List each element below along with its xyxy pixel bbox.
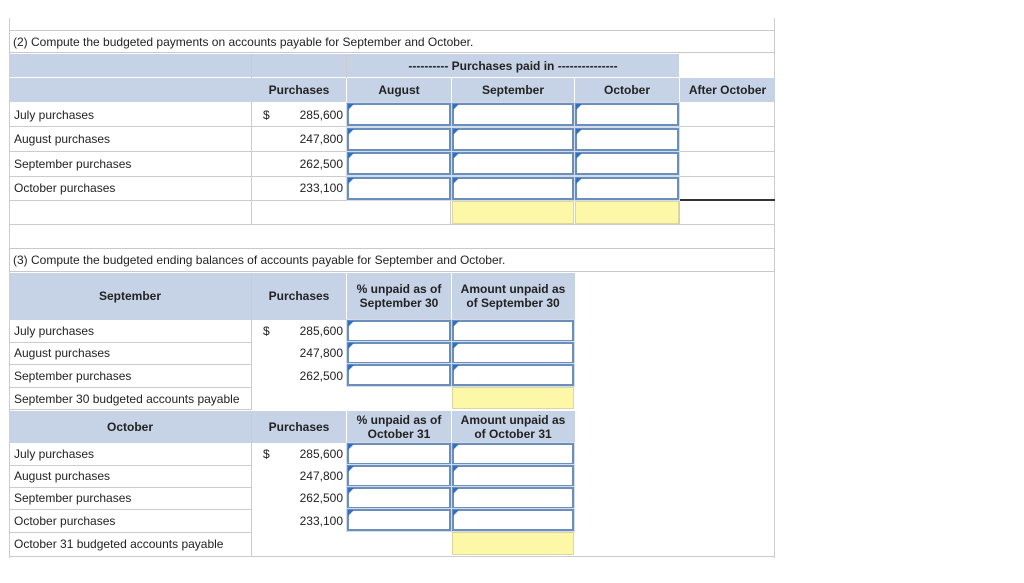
- section-2-title: (2) Compute the budgeted payments on accounts payable for September and October.: [13, 35, 474, 49]
- amt-unpaid-oct-input[interactable]: [452, 465, 574, 487]
- october-payment-input[interactable]: [575, 103, 679, 126]
- section-2: [0, 0, 1024, 240]
- october-total-cell[interactable]: [575, 201, 679, 224]
- october-payment-input[interactable]: [575, 152, 679, 175]
- september-total-cell[interactable]: [452, 201, 574, 224]
- september-payment-input[interactable]: [452, 177, 574, 200]
- amt-unpaid-oct-input[interactable]: [452, 443, 574, 465]
- row-label: September purchases: [14, 369, 132, 383]
- col-amt-unpaid-line2: of September 30: [466, 296, 560, 310]
- col-pct-unpaid-line1: % unpaid as of: [356, 282, 442, 296]
- row-label: October purchases: [14, 514, 116, 528]
- purchase-amount: 285,600: [299, 108, 343, 122]
- pct-unpaid-sep-input[interactable]: [347, 364, 451, 386]
- oct-total-payable-cell[interactable]: [452, 532, 574, 555]
- september-payment-input[interactable]: [452, 103, 574, 126]
- purchase-amount: 247,800: [299, 346, 343, 360]
- rule: [9, 126, 775, 127]
- august-payment-input[interactable]: [347, 152, 451, 175]
- col-amt-unpaid-line2: of October 31: [474, 427, 552, 441]
- section-3-title: (3) Compute the budgeted ending balances of accounts payable for September and October.: [13, 253, 506, 267]
- purchase-amount: 262,500: [299, 369, 343, 383]
- row-label: September purchases: [14, 157, 132, 171]
- currency-sign: $: [263, 108, 270, 122]
- amt-unpaid-oct-input[interactable]: [452, 509, 574, 531]
- divider: [679, 102, 680, 224]
- rule: [9, 465, 251, 466]
- rule: [9, 342, 251, 343]
- col-pct-unpaid-line1: % unpaid as of: [356, 413, 442, 427]
- col-purchases: Purchases: [268, 83, 330, 97]
- september-payment-input[interactable]: [452, 152, 574, 175]
- rule: [9, 509, 251, 510]
- october-block-header: October: [106, 420, 153, 434]
- col-august: August: [378, 83, 420, 97]
- row-label: July purchases: [14, 108, 95, 122]
- amt-unpaid-sep-input[interactable]: [452, 320, 574, 342]
- rule: [9, 387, 251, 388]
- august-payment-input[interactable]: [347, 103, 451, 126]
- row-label: August purchases: [14, 469, 111, 483]
- row-label: September purchases: [14, 491, 132, 505]
- amt-unpaid-oct-input[interactable]: [452, 487, 574, 509]
- purchase-amount: 262,500: [299, 491, 343, 505]
- august-payment-input[interactable]: [347, 128, 451, 151]
- col-september: September: [481, 83, 545, 97]
- col-pct-unpaid-line2: October 31: [367, 427, 431, 441]
- col-purchases: Purchases: [268, 420, 330, 434]
- pct-unpaid-oct-input[interactable]: [347, 509, 451, 531]
- sep-total-payable-cell[interactable]: [452, 387, 574, 409]
- october-payment-input[interactable]: [575, 128, 679, 151]
- purchase-amount: 233,100: [299, 514, 343, 528]
- rule: [9, 532, 251, 533]
- purchase-amount: 262,500: [299, 157, 343, 171]
- rule: [9, 487, 251, 488]
- row-label: August purchases: [14, 132, 111, 146]
- bottom-rule: [9, 556, 775, 557]
- col-october: October: [603, 83, 650, 97]
- col-after-october: After October: [688, 83, 767, 97]
- pct-unpaid-oct-input[interactable]: [347, 487, 451, 509]
- row-label: October purchases: [14, 181, 116, 195]
- currency-sign: $: [263, 324, 270, 338]
- pct-unpaid-oct-input[interactable]: [347, 443, 451, 465]
- purchase-amount: 247,800: [299, 132, 343, 146]
- row-label: August purchases: [14, 346, 111, 360]
- august-total-cell: [347, 201, 451, 224]
- amt-unpaid-sep-input[interactable]: [452, 342, 574, 364]
- row-label: July purchases: [14, 324, 95, 338]
- september-block-header: September: [98, 289, 162, 303]
- col-pct-unpaid-line2: September 30: [359, 296, 439, 310]
- pct-unpaid-sep-input[interactable]: [347, 320, 451, 342]
- purchase-amount: 285,600: [299, 324, 343, 338]
- col-amt-unpaid-line1: Amount unpaid as: [460, 413, 566, 427]
- currency-sign: $: [263, 447, 270, 461]
- pct-unpaid-oct-input[interactable]: [347, 465, 451, 487]
- amt-unpaid-sep-input[interactable]: [452, 364, 574, 386]
- col-purchases: Purchases: [268, 289, 330, 303]
- october-payment-input[interactable]: [575, 177, 679, 200]
- purchase-amount: 247,800: [299, 469, 343, 483]
- rule: [9, 364, 251, 365]
- pct-unpaid-sep-input[interactable]: [347, 342, 451, 364]
- rule: [9, 224, 775, 225]
- september-payment-input[interactable]: [452, 128, 574, 151]
- rule: [9, 409, 251, 410]
- row-label: July purchases: [14, 447, 95, 461]
- paid-in-header: ---------- Purchases paid in ---------------: [408, 59, 618, 73]
- col-amt-unpaid-line1: Amount unpaid as: [460, 282, 566, 296]
- purchase-amount: 285,600: [299, 447, 343, 461]
- total-label: September 30 budgeted accounts payable: [14, 392, 240, 406]
- august-payment-input[interactable]: [347, 177, 451, 200]
- total-label: October 31 budgeted accounts payable: [14, 537, 224, 551]
- purchase-amount: 233,100: [299, 181, 343, 195]
